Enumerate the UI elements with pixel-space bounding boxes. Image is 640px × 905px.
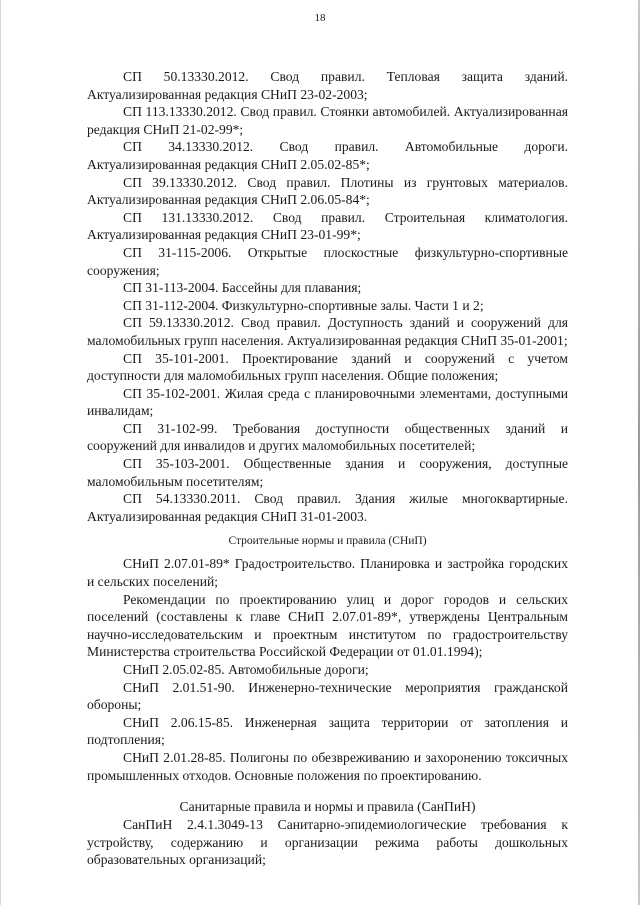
sp-item: СП 31-115-2006. Открытые плоскостные физкультурно-спортивные сооружения; — [87, 244, 568, 278]
sp-item: СП 39.13330.2012. Свод правил. Плотины из грунтовых материалов. Актуализированная редакция СНиП 2.06.05-84*; — [87, 174, 568, 208]
sp-item: СП 131.13330.2012. Свод правил. Строительная климатология. Актуализированная редакция СНиП 23-01-99*; — [87, 209, 568, 243]
snip-item: СНиП 2.05.02-85. Автомобильные дороги; — [123, 662, 369, 677]
sp-item: СП 35-103-2001. Общественные здания и сооружения, доступные маломобильным посетителям; — [87, 456, 568, 489]
snip-item: СНиП 2.07.01-89* Градостроительство. Планировка и застройка городских и сельских поселений; — [87, 556, 568, 590]
sp-item: СП 35-101-2001. Проектирование зданий и сооружений с учетом доступности для маломобильных групп населения. Общие положения; — [87, 350, 568, 384]
sp-item: СП 113.13330.2012. Свод правил. Стоянки автомобилей. Актуализированная редакция СНиП 21-02-99*; — [87, 104, 568, 137]
snip-item: СНиП 2.01.28-85. Полигоны по обезвреживанию и захоронению токсичных промышленных отходов. Основные положения по проектированию. — [87, 749, 568, 783]
document-body — [87, 68, 568, 869]
sp-item: СП 50.13330.2012. Свод правил. Тепловая защита зданий. Актуализированная редакция СНиП 23-02-2003; — [87, 69, 568, 102]
sp-item: СП 54.13330.2011. Свод правил. Здания жилые многоквартирные. Актуализированная редакция СНиП 31-01-2003. — [87, 491, 568, 524]
snip-item: СНиП 2.01.51-90. Инженерно-технические мероприятия гражданской обороны; — [87, 679, 568, 713]
snip-item: Рекомендации по проектированию улиц и дорог городов и сельских поселений (составлены к главе СНиП 2.07.01-89*, утверждены Центральным научно-исследовательским и проектным институтом по градостроительству Министерства строительства Российской Федерации от 01.01.1994); — [87, 591, 568, 660]
sp-item: СП 35-102-2001. Жилая среда с планировочными элементами, доступными инвалидам; — [87, 385, 568, 419]
page-number: 18 — [314, 12, 326, 24]
sanpin-item: СанПиН 2.4.1.3049-13 Санитарно-эпидемиологические требования к устройству, содержанию и организации режима работы дошкольных образовательных организаций; — [87, 817, 568, 868]
scan-edge-left — [0, 0, 1, 905]
sp-item: СП 31-102-99. Требования доступности общественных зданий и сооружений для инвалидов и других маломобильных посетителей; — [87, 420, 568, 454]
sp-item: СП 34.13330.2012. Свод правил. Автомобильные дороги. Актуализированная редакция СНиП 2.05.02-85*; — [87, 139, 568, 172]
section-heading-sanpin: Санитарные правила и нормы и правила (СанПиН) — [179, 799, 476, 815]
sp-item: СП 59.13330.2012. Свод правил. Доступность зданий и сооружений для маломобильных групп населения. Актуализированная редакция СНиП 35-01-2001; — [87, 315, 568, 348]
sp-item: СП 31-113-2004. Бассейны для плавания; — [123, 280, 362, 296]
sp-item: СП 31-112-2004. Физкультурно-спортивные залы. Части 1 и 2; — [123, 297, 484, 313]
section-heading-snip: Строительные нормы и правила (СНиП) — [228, 535, 427, 548]
snip-item: СНиП 2.06.15-85. Инженерная защита территории от затопления и подтопления; — [87, 714, 568, 748]
